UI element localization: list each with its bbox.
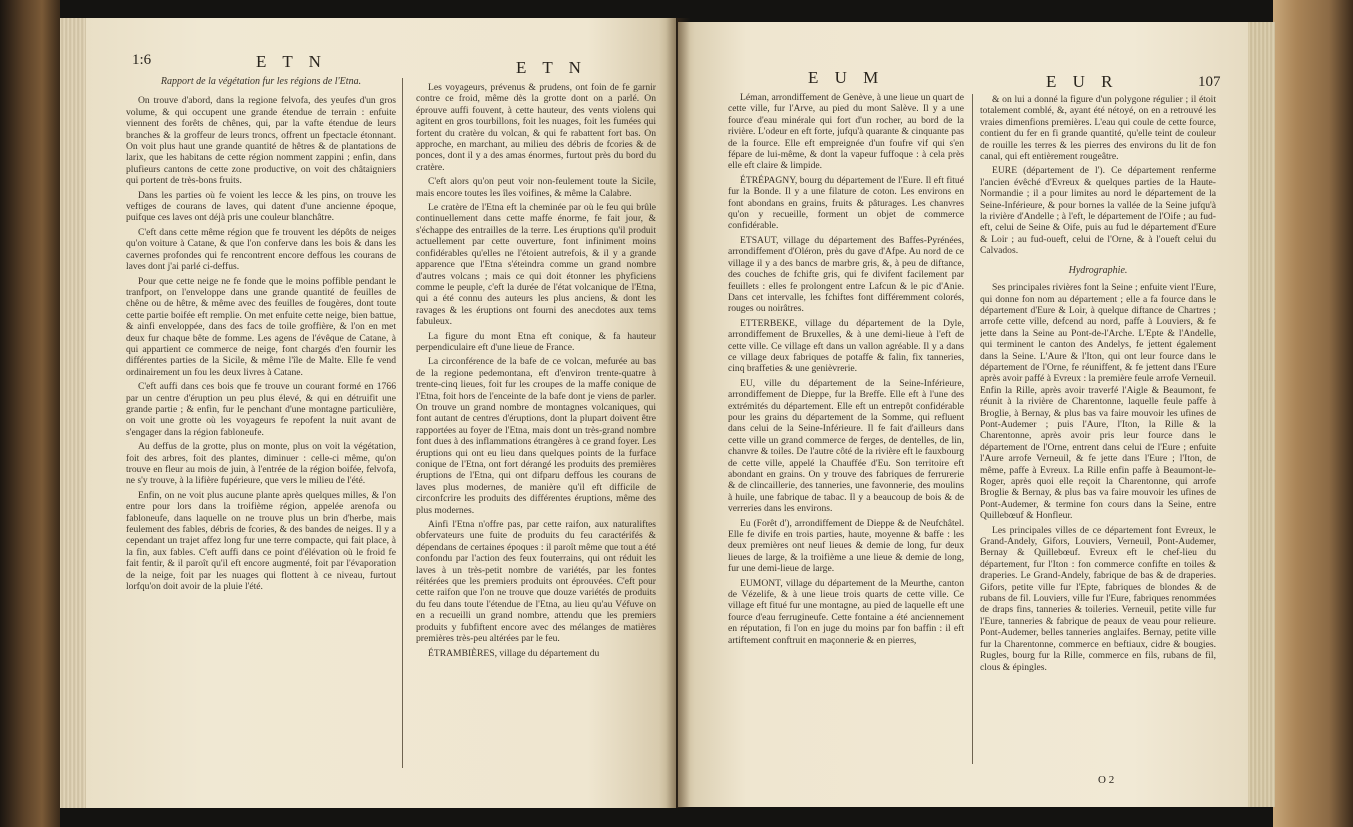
paragraph: La figure du mont Etna eft conique, & fa hauteur perpendiculaire eft d'une lieue de France. [416,330,656,353]
page-number-right: 107 [1198,74,1221,90]
paragraph: Dans les parties où fe voient les lecce & les pins, on trouve les veftiges de courans de laves, qui datent d'une ancienne époque, puifque ces laves ont déjà pris une couleur blanchâtre. [126,189,396,224]
paragraph: ETSAUT, village du département des Baffes-Pyrénées, arrondiffement d'Oléron, près du gave d'Afpe. Au nord de ce village il y a des bancs de marbre gris, &, à peu de diftance, des couches de fchifte gris, qui fe divifent facilement par feuillets : elles fe prolongent entre Lafcun & le pic d'Anie. Dans cet intervalle, les fchiftes font différemment colorés, rouges ou noirâtres. [728,234,964,315]
running-header-right-col1: E U M [808,68,885,87]
left-page-column-1 [126,76,396,776]
paragraph: EURE (département de l'). Ce département renferme l'ancien évêché d'Evreux & quelques parties de la Haute-Normandie ; il a pour limites au nord le département de la Seine-Inférieure, & pour bornes la vallée de la Seine jufqu'à la rivière d'Andelle ; à l'eft, le département de l'Oife ; au fud-eft, celui de Seine & Oife, puis au fud le département d'Eure & Loir ; au fud-oueft, celui de l'Orne, & à l'oueft celui du Calvados. [980,165,1216,257]
running-header-right-col2: E U R [1046,72,1119,91]
book-cover-left [0,0,60,827]
right-page-column-1 [728,92,964,772]
paragraph: Pour que cette neige ne fe fonde que le moins poffible pendant le tranfport, on l'enveloppe dans une grande quantité de feuilles de chêne ou de hêtre, & même avec des feuilles de fougères, dont toute cette partie boifée eft remplie. On met enfuite cette neige, bien battue, & ainfi enveloppée, dans des facs de toile groffière, & l'on en met deux fur chaque bête de fomme. Les agens de l'évêque de Catane, à qui appartient ce commerce de neige, font chargés d'en fournir les différentes parties de la Sicile, & même l'île de Malte. Elle fe vend ordinairement un fou les deux livres à Catane. [126,275,396,378]
right-page-column-2 [980,94,1216,774]
signature-mark: O 2 [1098,774,1115,786]
book-cover-right [1273,0,1353,827]
paragraph: EUMONT, village du département de la Meurthe, canton de Vézelife, & à une lieue trois quarts de cette ville. Ce village eft fitué fur une montagne, au pied de laquelle eft une fource d'eau ferrugineufe. Cette fontaine a été anciennement en réputation, fi l'on en juge du moins par fon baffin : il eft artiftement conftruit en maçonnerie & en pierres, [728,577,964,646]
section-heading: Hydrographie. [1068,264,1128,276]
page-edges-right [1245,22,1275,807]
paragraph: C'eft dans cette même région que fe trouvent les dépôts de neiges qu'on voiture à Catane, & que l'on conferve dans les bois & dans les cavernes profondes qui fe rencontrent encore deffous les courans de laves dont j'ai parlé ci-deffus. [126,226,396,273]
paragraph: Au deffus de la grotte, plus on monte, plus on voit la végétation, foit des arbres, foit des plantes, diminuer : celle-ci même, qu'on trouve en fleur au mois de juin, à l'entrée de la région boifée, felvofa, ne s'y trouve, à la lifière fupérieure, que vers le milieu de l'été. [126,441,396,487]
paragraph: Ainfi l'Etna n'offre pas, par cette raifon, aux naturaliftes obfervateurs une fuite de produits du feu caractérifés & dépendans de certaines époques : il paroît même que tout a été confondu par l'action des feux fouterrains, qui ont réduit les laves à un très-petit nombre de variétés, par les fontes réitérées que les premiers produits ont éprouvées. C'eft pour cette raifon que l'on ne trouve que douze variétés de produits du feu dans toute l'étendue de l'Etna, au lieu qu'au Véfuve on en a recueilli un grand nombre, attendu que les premiers produits y fubfiftent encore avec des mélanges de matières premières très-peu altérées par le feu. [416,519,656,645]
paragraph: ETTERBEKE, village du département de la Dyle, arrondiffement de Bruxelles, & à une demi-lieue à l'eft de cette ville. Ce village eft dans un vallon agréable. Il y a dans ce village deux fabriques de potaffe & falin, fix tanneries, cinq braffeties & une genièvrerie. [728,317,964,375]
paragraph: EU, ville du département de la Seine-Inférieure, arrondiffement de Dieppe, fur la Breffe. Elle eft à l'une des extrémités du département. Elle eft un entrepôt confidérable pour les grains du département de la Somme, qui refluent dans celui de la Seine-Inférieure. Il fe fait d'ailleurs dans cette ville un grand commerce de ferges, de dentelles, de lin, chanvre & toiles. De l'autre côté de la rivière eft le fauxbourg de cette ville, appelé la Chauffée d'Eu. Son territoire eft abondant en grains. On y trouve des fabriques de ferrurerie & de clincaillerie, des tanneries, une favonnerie, des moulins à huile, une fabrique de tabac. Il y a beaucoup de bois & de verreries dans les environs. [728,377,964,515]
running-header-left-col1: E T N [256,52,327,71]
column-divider [402,78,403,768]
paragraph: Enfin, on ne voit plus aucune plante après quelques milles, & l'on entre pour lors dans la troifième région, appelée arenofa ou fabloneufe, dans laquelle on ne trouve plus un brin d'herbe, mais feulement des fables, débris de fcories, & des bandes de neiges. Il y a cependant un trajet affez long fur une terre compacte, qui fait place, à la fin, aux fables. C'eft auffi dans ce point d'élévation où le froid fe fait fentir, & il paroît qu'il eft encore augmenté, foit par l'évaporation de la neige, foit par les nuages qui flottent à ce niveau, furtout lorfqu'on doit avoir de la pluie l'été. [126,489,396,593]
book-gutter [666,18,690,808]
paragraph: La circonférence de la bafe de ce volcan, mefurée au bas de la regione pedemontana, eft d'environ trente-quatre à trente-cinq lieues, foit fur les croupes de la maffe conique de l'Etna, foit hors de l'enceinte de la bafe dont je viens de parler. On trouve un grand nombre de montagnes volcaniques, qui font autant de centres d'éruptions, dont la plupart doivent être rapportées au foyer de l'Etna, mais dont un très-grand nombre font dues à des inflammations étrangères à ce grand foyer. Les éruptions qui ont eu lieu dans quelques points de la furface conique de l'Etna, ont fort dérangé les produits des premières éruptions de l'Etna, qui ont difparu deffous les courans de laves plus modernes, de manière qu'il eft difficile de circonfcrire les produits des différentes éruptions, même des plus modernes. [416,356,656,516]
running-header-left-col2: E T N [516,58,587,77]
page-number-left: 1:6 [132,52,152,68]
paragraph: Ses principales rivières font la Seine ; enfuite vient l'Eure, qui donne fon nom au département ; elle a fa fource dans le département d'Eure & Loir, à quelque diftance de Chartres ; arrofe cette ville, defcend au nord, paffe à Louviers, & fe jette dans la Seine au Pont-de-l'Arche. L'Epte & l'Andelle, qui terminent le canton des Andelys, fe jettent également dans la Seine. L'Aure & l'Iton, qui ont leur fource dans le département de l'Orne, fe réuniffent, & fe jettent dans l'Eure après avoir paffé à Evreux : la première feule arrofe Verneuil. Enfin la Rille, après avoir traverfé l'Aigle & Beaumont, fe réunit à la rivière de Charentonne, laquelle feule paffe à Broglie, à Bernay, & plus bas va faire mouvoir les ufines de Pont-Audemer ; puis l'Aure, l'Iton, la Rille & la Charentonne, après avoir pris leur fource dans le département de l'Orne, entrent dans celui de l'Eure ; enfuite l'Aure arrofe Verneuil, & fe jette dans l'Eure ; l'Iton, de même, paffe à Evreux. La Rille enfin paffe à Beaumont-le-Roger, après quoi elle reçoit la Charentonne, qui arrofe Broglie & Bernay, & plus bas va faire mouvoir les ufines de Pont-Audemer, & termine fon cours dans la Seine, entre Quillebœuf & Honfleur. [980,282,1216,522]
paragraph: ÉTRAMBIÈRES, village du département du [428,647,600,659]
paragraph: Les principales villes de ce département font Evreux, le Grand-Andely, Gifors, Louviers, Verneuil, Pont-Audemer, Bernay & Quillebœuf. Evreux eft le chef-lieu du département, fur l'Iton : fon commerce confifte en toiles & draperies. Le Grand-Andely, fabrique de bas & de draperies. Gifors, petite ville fur l'Epte, fabriques de blondes & de rubans de fil. Louviers, ville fur l'Eure, fabriques renommées de draps fins, tanneries & toileries. Verneuil, petite ville fur l'Eure, tanneries & fabrique de peaux de veau pour relieure. Pont-Audemer, belles tanneries anglaifes. Bernay, petite ville fur la Charentonne, commerce en beftiaux, cidre & bougies. Rugles, bourg fur la Rille, commerce en fils, rubans de fil, clous & épingles. [980,524,1216,673]
left-page-column-2 [416,82,656,782]
paragraph: Le cratère de l'Etna eft la cheminée par où le feu qui brûle continuellement dans cette maffe énorme, fe fait jour, & s'échappe des entrailles de la terre. Les éruptions qu'il produit actuellement par cette ouverture, font infiniment moins confidérables qu'elles ne l'étoient autrefois, & il y a grande apparence que l'Etna s'éteindra comme un grand nombre d'autres volcans ; mais ce qui doit étonner les phyficiens comme le peuple, c'eft la durée de l'état volcanique de l'Etna, qui a été connu des auteurs les plus anciens, & dont les ravages & les éruptions ont fourni des anecdotes aux tems fabuleux. [416,202,656,328]
paragraph: Les voyageurs, prévenus & prudens, ont foin de fe garnir contre ce froid, même dès la grotte dont on a parlé. On éprouve auffi fouvent, à cette hauteur, des vents violens qui agitent en gros tourbillons, foit les nuages, foit les fumées qui fortent du cratère du volcan, & qui fe rabattent fort bas. On approche, en marchant, au milieu des débris de fcories & de ponces, dont il y a des amas énormes, furtout près du bord du cratère. [416,82,656,173]
paragraph: Eu (Forêt d'), arrondiffement de Dieppe & de Neufchâtel. Elle fe divife en trois parties, haute, moyenne & baffe : les deux premières ont neuf lieues & demie de long, fur deux lieues de large, & la troifième a une lieue & demie de long, fur une demi-lieue de large. [728,517,964,575]
left-page [86,18,676,808]
paragraph: C'eft alors qu'on peut voir non-feulement toute la Sicile, mais encore toutes les îles voifines, & même la Calabre. [416,176,656,199]
paragraph: & on lui a donné la figure d'un polygone régulier ; il étoit totalement comblé, &, ayant été nétoyé, on en a retrouvé les vraies dimenfions premières. L'eau qui coule de cette fource, contient du fer en fi grande quantité, qu'elle teint de couleur de rouille les terres & les pierres des environs du lit de fon canal, qui eft entièrement rougeâtre. [980,94,1216,163]
paragraph: ÉTRÉPAGNY, bourg du département de l'Eure. Il eft fitué fur la Bonde. Il y a une filature de coton. Les environs en font abondans en grains, fruits & pâturages. Les chanvres qu'on y recueille, forment un objet de commerce confidérable. [728,174,964,232]
paragraph: C'eft auffi dans ces bois que fe trouve un courant formé en 1766 par un centre d'éruption un peu plus élevé, & qui en détruifit une grande partie ; & enfin, fur le penchant d'une montagne particulière, on voit une grotte où les voyageurs fe repofent la nuit avant de s'engager dans la région fabloneufe. [126,381,396,438]
column-divider [972,94,973,764]
paragraph: Léman, arrondiffement de Genève, à une lieue un quart de cette ville, fur l'Arve, au pied du mont Salève. Il y a une fource d'eau minérale qui fort d'un rocher, au bord de la rivière. L'odeur en eft forte, jufqu'à quarante & cinquante pas de la fource. Elle eft empreignée d'un foufre vif qui s'en fépare de lui-même, & dont la vapeur fuffoque : à cela près elle eft claire & limpide. [728,92,964,172]
section-title: Rapport de la végétation fur les régions de l'Etna. [160,76,362,87]
right-page [678,22,1248,807]
paragraph: On trouve d'abord, dans la regione felvofa, des yeufes d'un gros volume, & qui occupent une grande étendue de terrain : enfuite viennent des forêts de chênes, qui, par la vafte étendue de leurs branches & la groffeur de leurs troncs, offrent un fpectacle étonnant. On voit plus haut une grande quantité de hêtres & de plantations de larix, que les habitans de cette région nomment zappini ; enfin, dans plufieurs cantons de cette zone productive, on voit des châtaigniers qui portent de très-bons fruits. [126,95,396,187]
